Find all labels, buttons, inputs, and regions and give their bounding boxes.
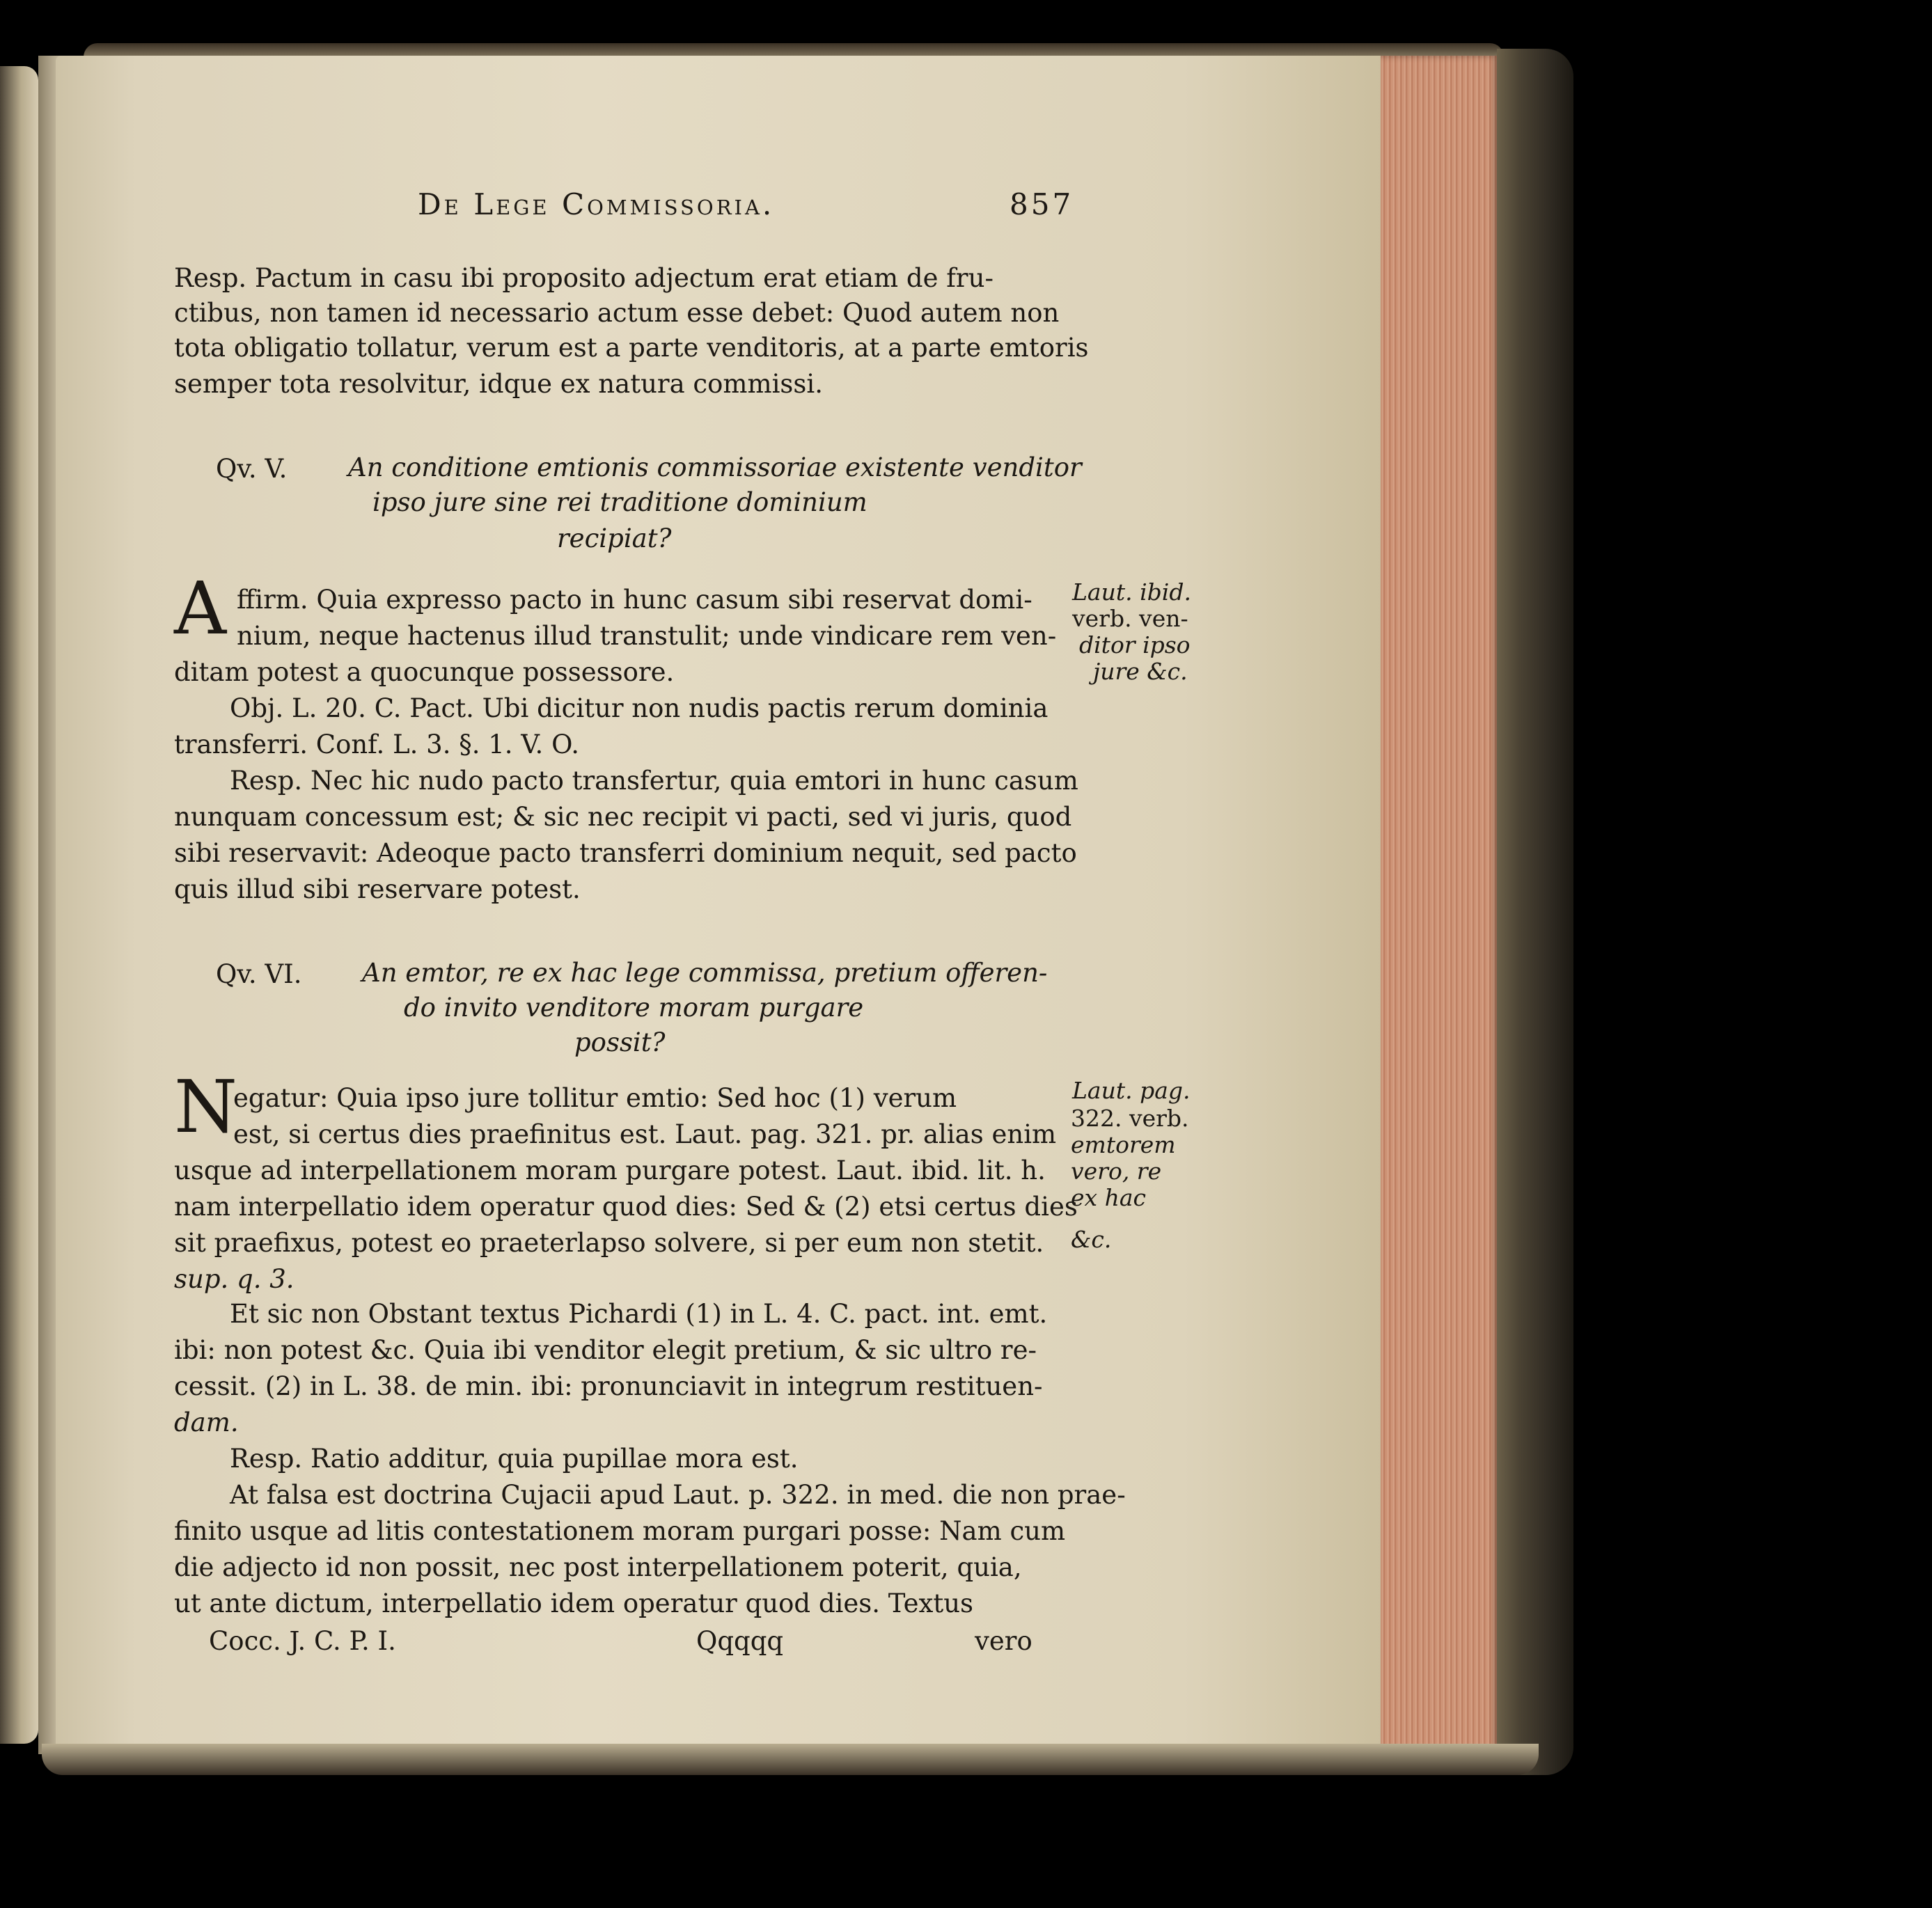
question-heading: recipiat?: [557, 523, 672, 553]
text-line: nam interpellatio idem operatur quod dies: Sed & (2) etsi certus dies: [174, 1192, 1078, 1222]
question-heading: An emtor, re ex hac lege commissa, pretium offeren-: [362, 958, 1048, 988]
text-line: tota obligatio tollatur, verum est a parte venditoris, at a parte emtoris: [174, 333, 1089, 363]
text-line: ctibus, non tamen id necessario actum esse debet: Quod autem non: [174, 298, 1060, 328]
text-line: dam.: [174, 1408, 239, 1437]
text-line: Resp. Ratio additur, quia pupillae mora est.: [230, 1444, 799, 1474]
question-label: Qv. V.: [216, 454, 288, 484]
question-heading: do invito venditore moram purgare: [404, 993, 864, 1023]
signature-mark: Cocc. J. C. P. I.: [209, 1626, 396, 1656]
text-line: Resp. Nec hic nudo pacto transfertur, quia emtori in hunc casum: [230, 766, 1078, 796]
margin-note: Laut. pag.: [1072, 1077, 1191, 1104]
text-line: ditam potest a quocunque possessore.: [174, 657, 675, 687]
text-line: die adjecto id non possit, nec post interpellationem poterit, quia,: [174, 1552, 1022, 1582]
text-line: nium, neque hactenus illud transtulit; unde vindicare rem ven-: [237, 621, 1057, 651]
text-line: At falsa est doctrina Cujacii apud Laut. p. 322. in med. die non prae-: [230, 1480, 1126, 1510]
margin-note: ditor ipso: [1079, 631, 1191, 659]
text-line: sibi reservavit: Adeoque pacto transferri dominium nequit, sed pacto: [174, 838, 1077, 868]
fore-edge: [1381, 56, 1499, 1754]
signature-letters: Qqqqq: [696, 1626, 784, 1656]
question-heading: possit?: [574, 1027, 666, 1057]
drop-cap: A: [174, 566, 227, 651]
running-head: De Lege Commissoria.: [418, 187, 775, 221]
question-heading: An conditione emtionis commissoriae existente venditor: [348, 452, 1082, 482]
margin-note: Laut. ibid.: [1072, 578, 1191, 606]
text-line: ut ante dictum, interpellatio idem operatur quod dies. Textus: [174, 1588, 974, 1618]
text-line: semper tota resolvitur, idque ex natura commissi.: [174, 369, 823, 399]
text-line: sit praefixus, potest eo praeterlapso solvere, si per eum non stetit.: [174, 1228, 1044, 1258]
page-number: 857: [1010, 187, 1074, 221]
bottom-edge: [42, 1744, 1539, 1775]
book-cover: [1497, 49, 1573, 1775]
margin-note: verb. ven-: [1072, 605, 1188, 632]
text-line: transferri. Conf. L. 3. §. 1. V. O.: [174, 730, 580, 759]
drop-cap: N: [174, 1064, 237, 1149]
catchword: vero: [975, 1626, 1032, 1656]
question-heading: ipso jure sine rei traditione dominium: [372, 487, 867, 517]
text-line: Et sic non Obstant textus Pichardi (1) in L. 4. C. pact. int. emt.: [230, 1299, 1048, 1329]
margin-note: &c.: [1071, 1226, 1112, 1253]
text-line: nunquam concessum est; & sic nec recipit vi pacti, sed vi juris, quod: [174, 802, 1072, 832]
text-line: usque ad interpellationem moram purgare potest. Laut. ibid. lit. h.: [174, 1156, 1046, 1185]
left-page-edge: [0, 66, 38, 1744]
text-line: ibi: non potest &c. Quia ibi venditor elegit pretium, & sic ultro re-: [174, 1335, 1037, 1365]
text-line: Resp. Pactum in casu ibi proposito adjectum erat etiam de fru-: [174, 263, 994, 293]
text-line: quis illud sibi reservare potest.: [174, 874, 581, 904]
text-line: egatur: Quia ipso jure tollitur emtio: Sed hoc (1) verum: [233, 1083, 957, 1113]
question-label: Qv. VI.: [216, 959, 302, 989]
margin-note: vero, re: [1071, 1158, 1162, 1185]
text-line: ffirm. Quia expresso pacto in hunc casum sibi reservat domi-: [237, 585, 1032, 615]
margin-note: emtorem: [1071, 1131, 1176, 1158]
margin-note: 322. verb.: [1071, 1105, 1189, 1132]
text-line: est, si certus dies praefinitus est. Laut. pag. 321. pr. alias enim: [233, 1119, 1057, 1149]
margin-note: ex hac: [1071, 1184, 1147, 1211]
text-line: Obj. L. 20. C. Pact. Ubi dicitur non nudis pactis rerum dominia: [230, 693, 1049, 723]
text-line: sup. q. 3.: [174, 1264, 294, 1294]
margin-note: jure &c.: [1093, 658, 1188, 685]
text-line: cessit. (2) in L. 38. de min. ibi: pronunciavit in integrum restituen-: [174, 1371, 1043, 1401]
text-line: finito usque ad litis contestationem moram purgari posse: Nam cum: [174, 1516, 1066, 1546]
